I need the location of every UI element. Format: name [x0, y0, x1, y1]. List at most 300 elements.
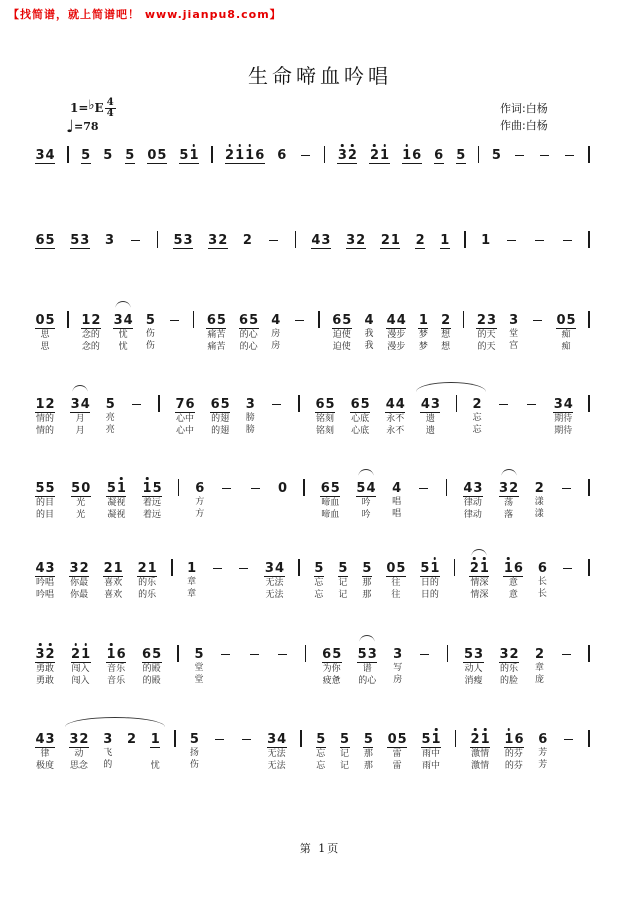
barline — [324, 146, 326, 163]
dash-note — [417, 479, 430, 520]
lyric-row2: 遗 — [425, 426, 435, 436]
credits — [500, 100, 548, 134]
lyric-row2: 房 — [271, 341, 281, 351]
lyric-row2: 雨中 — [421, 761, 440, 771]
lyric-row2: 忘 — [472, 425, 482, 435]
lyric-row1: 想 — [441, 330, 451, 340]
barline — [447, 645, 449, 662]
lyric-row1: 心底 — [351, 414, 370, 424]
lyric-row1: 的天 — [477, 330, 496, 340]
lyric-row1: 扬 — [189, 748, 199, 758]
lyric-row1: 方 — [195, 497, 205, 507]
lyric-row2: 我 — [364, 341, 374, 351]
lyric-row2: 的脸 — [500, 676, 519, 686]
dash-note — [211, 559, 224, 600]
note: 2 — [415, 233, 425, 248]
note: 4 房 房 — [271, 313, 281, 351]
note: 3 2 的乐 的脸 — [499, 647, 519, 686]
note: 3 4 — [35, 148, 55, 163]
lyric-row2: 闯入 — [71, 676, 90, 686]
barline — [67, 146, 69, 163]
lyric-row1: 期待 — [554, 414, 573, 424]
lyric-row1: 章 — [187, 577, 197, 587]
note: 3 4 无法 无法 — [267, 732, 287, 771]
barline — [193, 311, 195, 328]
note: 3 飞 的 — [103, 732, 113, 770]
dash-note — [240, 730, 253, 771]
lyric-row1: 动 — [74, 749, 84, 759]
lyric-row1: 房 — [271, 329, 281, 339]
lyric-row1: 勇敢 — [36, 664, 55, 674]
barline — [446, 479, 448, 496]
lyric-row1: 芳 — [538, 748, 548, 758]
lyric-row1: 记 — [340, 749, 350, 759]
lyric-row1: 忘 — [314, 578, 324, 588]
note: 6 — [434, 148, 444, 163]
note: 0 5 痴 痴 — [556, 313, 576, 352]
lyric-row2: 激情 — [471, 761, 490, 771]
lyric-row1: 音乐 — [107, 664, 126, 674]
note: 5 记 记 — [338, 561, 348, 600]
note: 3 4 月 月 — [70, 395, 90, 437]
note: 5 4 吟 吟 — [356, 479, 376, 521]
note: 3 2 — [346, 233, 366, 248]
dash-note — [533, 231, 546, 248]
note: 5 1 凝视 凝视 — [106, 481, 126, 520]
note: 5 记 记 — [340, 732, 350, 771]
lyric-row2: 的目 — [36, 510, 55, 520]
lyric-row1: 记 — [338, 578, 348, 588]
note: 3 2 你最 你最 — [69, 561, 89, 600]
lyric-row2: 想 — [441, 342, 451, 352]
lyric-row1: 堂 — [194, 663, 204, 673]
note: 2 1 — [369, 148, 390, 163]
barline — [67, 311, 69, 328]
lyric-row1: 那 — [362, 578, 372, 588]
lyric-row2: 心底 — [351, 426, 370, 436]
lyric-row2: 落 — [504, 510, 514, 520]
lyric-row2: 啼血 — [321, 510, 340, 520]
lyric-row1: 你最 — [70, 578, 89, 588]
score-line — [35, 730, 590, 772]
note: 3 — [104, 233, 115, 248]
lyric-row2: 堂 — [194, 675, 204, 685]
lyric-row2: 那 — [363, 761, 373, 771]
score-line — [35, 645, 590, 687]
note: 1 — [440, 233, 450, 248]
lyric-row2: 的心 — [239, 342, 258, 352]
lyric-row2: 那 — [362, 590, 372, 600]
note: 2 章 庞 — [535, 647, 545, 685]
lyric-row2: 迫使 — [332, 342, 351, 352]
lyric-row2: 勇敢 — [36, 676, 55, 686]
lyric-row1: 吟唱 — [36, 578, 55, 588]
lyric-row1: 闯入 — [71, 664, 90, 674]
slur-icon — [358, 469, 373, 476]
lyric-row2: 的天 — [477, 342, 496, 352]
slur-icon — [116, 301, 131, 308]
note: 0 5 — [147, 148, 167, 163]
dash-note — [418, 645, 431, 686]
lyric-row2: 永不 — [386, 426, 405, 436]
lyric-row1: 忘 — [316, 749, 326, 759]
lyric-row2: 音乐 — [107, 676, 126, 686]
dash-note — [561, 231, 574, 248]
note: 4 3 遗 遗 — [420, 395, 440, 437]
dash-note — [505, 231, 518, 248]
lyric-row1: 啼血 — [321, 498, 340, 508]
note: 6 5 的殿 的殿 — [142, 647, 162, 686]
barline — [318, 311, 320, 328]
barline — [157, 231, 159, 248]
dash-note — [213, 730, 226, 771]
note: 4 4 漫步 漫步 — [386, 313, 406, 352]
lyric-row2: 无法 — [265, 590, 284, 600]
lyric-row2: 亮 — [105, 425, 115, 435]
note: 6 — [277, 148, 287, 163]
note: 1 梦 梦 — [418, 313, 428, 352]
slur-icon — [416, 382, 486, 392]
dash-note — [130, 395, 143, 436]
lyric-row1: 漾 — [534, 497, 544, 507]
lyric-row1: 无法 — [265, 578, 284, 588]
lyric-row1: 的芬 — [504, 749, 523, 759]
note: 6 5 的翅 的翅 — [210, 397, 230, 436]
barline — [588, 559, 590, 576]
time-top: 4 — [106, 97, 114, 108]
note: 2 1 情深 情深 — [469, 559, 489, 601]
note: 5 1 日的 日的 — [420, 561, 440, 600]
note: 1 6 的芬 的芬 — [504, 732, 524, 771]
dash-note — [525, 395, 538, 436]
lyric-row1: 写 — [393, 663, 403, 673]
note: 3 2 荡 落 — [499, 479, 519, 521]
slur-icon — [65, 717, 165, 727]
dash-note — [220, 479, 233, 520]
lyric-row1: 伤 — [145, 329, 155, 339]
note: 4 我 我 — [364, 313, 374, 351]
note: 3 2 — [337, 148, 357, 163]
barline — [305, 645, 307, 662]
note: 3 2 勇敢 勇敢 — [35, 647, 55, 686]
note: 2 — [126, 732, 137, 747]
dash-note — [168, 311, 181, 352]
score-line — [35, 395, 590, 437]
barline — [455, 730, 457, 747]
barline — [295, 231, 297, 248]
lyric-row2: 你最 — [70, 590, 89, 600]
lyric-row1: 忧 — [118, 330, 128, 340]
note: 3 2 动 思念 — [69, 730, 89, 772]
lyric-row1: 的翅 — [211, 414, 230, 424]
lyric-row2: 漾 — [534, 509, 544, 519]
note: 2 1 喜欢 喜欢 — [103, 561, 123, 600]
lyric-row1: 那 — [363, 749, 373, 759]
lyric-row2: 的翅 — [211, 426, 230, 436]
dash-note — [293, 311, 306, 352]
lyric-row1: 念的 — [81, 330, 100, 340]
lyric-row1: 梦 — [418, 330, 428, 340]
note: 7 6 心中 心中 — [175, 397, 195, 436]
note: 1 2 情的 情的 — [35, 397, 55, 436]
note: 5 忘 忘 — [314, 561, 324, 600]
note: 6 芳 芳 — [538, 732, 548, 770]
barline — [588, 730, 590, 747]
barline — [478, 146, 480, 163]
lyric-row2: 喜欢 — [104, 590, 123, 600]
note: 2 忘 忘 — [472, 397, 482, 435]
dash-note — [237, 559, 250, 600]
lyric-row1: 荡 — [504, 498, 514, 508]
lyric-row1: 喜欢 — [104, 578, 123, 588]
lyric-row2: 往 — [391, 590, 401, 600]
lyric-row2: 唱 — [392, 509, 402, 519]
barline — [303, 479, 305, 496]
lyric-row2: 日的 — [420, 590, 439, 600]
lyric-row2: 长 — [537, 589, 547, 599]
dash-note — [249, 479, 262, 520]
lyric-row1: 心中 — [176, 414, 195, 424]
note: 5 5 的目 的目 — [35, 481, 55, 520]
lyric-row1: 迫使 — [332, 330, 351, 340]
note: 6 5 心底 心底 — [350, 397, 370, 436]
lyric-row2: 月 — [75, 426, 85, 436]
lyric-row2: 膀 — [245, 425, 255, 435]
note: 1 忧 — [150, 732, 160, 771]
note: 3 2 — [208, 233, 228, 248]
note: 5 1 雨中 雨中 — [421, 732, 441, 771]
lyric-row2: 铭刻 — [315, 426, 334, 436]
note: 1 2 念的 念的 — [81, 313, 101, 352]
lyric-row2: 意 — [508, 590, 518, 600]
dash-note — [562, 730, 575, 771]
score-line — [35, 231, 590, 249]
tempo-marking — [66, 115, 99, 135]
note: 2 1 闯入 闯入 — [71, 647, 91, 686]
barline — [171, 559, 173, 576]
note: 5 0 光 光 — [71, 481, 91, 520]
note: 1 6 — [402, 148, 422, 163]
note: 4 唱 唱 — [392, 481, 402, 519]
score-line — [35, 559, 590, 601]
lyric-row2: 伤 — [145, 341, 155, 351]
site-banner: 【找简谱，就上简谱吧！ www.jianpu8.com】 — [8, 8, 282, 21]
note: 5 — [491, 148, 501, 163]
barline — [588, 479, 590, 496]
barline — [174, 730, 176, 747]
lyric-row1: 律动 — [463, 498, 482, 508]
note: 6 5 迫使 迫使 — [332, 313, 352, 352]
slur-icon — [501, 469, 516, 476]
note: 4 3 律 极度 — [35, 732, 55, 771]
note: 3 堂 宫 — [509, 313, 519, 351]
composer: 作曲:白杨 — [500, 119, 548, 132]
lyric-row2: 心中 — [176, 426, 195, 436]
lyric-row2: 的乐 — [138, 590, 157, 600]
quarter-note-icon: ♩ — [66, 117, 75, 137]
barline — [588, 311, 590, 328]
dash-note — [248, 645, 261, 686]
page-number: 第 1页 — [299, 842, 341, 855]
lyric-row2: 记 — [340, 761, 350, 771]
note: 1 章 章 — [187, 561, 197, 599]
score-line — [35, 479, 590, 521]
lyric-row1: 的心 — [239, 330, 258, 340]
dash-note — [299, 146, 312, 163]
lyric-row1: 无法 — [267, 749, 286, 759]
dash-note — [129, 231, 142, 248]
note: 6 方 方 — [195, 481, 205, 519]
lyric-row2: 凝视 — [107, 510, 126, 520]
note: 4 4 永不 永不 — [385, 397, 405, 436]
note: 6 5 为你 疲惫 — [322, 647, 342, 686]
note: 3 膀 膀 — [245, 397, 255, 435]
barline — [454, 559, 456, 576]
dash-note — [538, 146, 551, 163]
note: 6 5 铭刻 铭刻 — [315, 397, 335, 436]
lyric-row2: 着远 — [143, 510, 162, 520]
lyric-row1: 往 — [391, 578, 401, 588]
key-label: 1= — [70, 101, 89, 115]
note: 2 想 想 — [441, 313, 451, 352]
note: 6 长 长 — [537, 561, 547, 599]
note: 5 扬 伤 — [189, 732, 199, 770]
note: 5 — [456, 148, 466, 163]
lyric-row2: 情深 — [470, 590, 489, 600]
lyric-row1: 的乐 — [500, 664, 519, 674]
lyric-row1: 吟 — [361, 498, 371, 508]
note: 5 3 动人 消瘦 — [463, 647, 484, 686]
lyric-row1: 铭刻 — [315, 414, 334, 424]
lyric-row1: 痴 — [561, 330, 571, 340]
lyric-row1: 激情 — [471, 749, 490, 759]
lyric-row2: 章 — [187, 589, 197, 599]
note: 5 那 那 — [362, 561, 372, 600]
dash-note — [560, 645, 573, 686]
slur-icon — [472, 549, 487, 556]
lyric-row1: 思 — [40, 330, 50, 340]
lyric-row1: 飞 — [103, 748, 113, 758]
lyric-row1: 光 — [76, 498, 86, 508]
note: 5 — [125, 148, 135, 163]
barline — [177, 645, 179, 662]
note: 5 — [103, 148, 113, 163]
barline — [298, 395, 300, 412]
note: 3 4 无法 无法 — [264, 561, 285, 600]
lyric-row1: 动人 — [464, 664, 483, 674]
lyric-row1: 唱 — [392, 497, 402, 507]
lyric-row1: 月 — [75, 414, 85, 424]
dash-note — [276, 645, 289, 686]
lyric-row2: 伤 — [189, 760, 199, 770]
lyric-row2: 庞 — [535, 675, 545, 685]
lyric-row2: 芳 — [538, 760, 548, 770]
note: 5 忘 忘 — [316, 732, 326, 771]
lyric-row2: 雷 — [392, 761, 402, 771]
barline — [588, 395, 590, 412]
barline — [298, 559, 300, 576]
note: 4 3 律动 律动 — [463, 481, 483, 520]
note: 4 3 吟唱 吟唱 — [35, 561, 55, 600]
lyric-row2: 房 — [393, 675, 403, 685]
note: 5 1 — [179, 148, 199, 163]
lyric-row1: 情的 — [36, 414, 55, 424]
note: 2 1 1 6 — [225, 148, 265, 163]
note: 5 3 — [70, 233, 90, 248]
dash-note — [560, 479, 573, 520]
lyric-row2: 情的 — [36, 426, 55, 436]
time-signature — [105, 98, 116, 119]
lyric-row2: 的 — [103, 760, 113, 770]
lyric-row2: 痛苦 — [207, 342, 226, 352]
lyric-row2: 吟唱 — [36, 590, 55, 600]
lyric-row1: 忘 — [472, 413, 482, 423]
slur-icon — [73, 385, 88, 392]
note: 4 3 — [311, 233, 331, 248]
dash-note — [219, 645, 232, 686]
barline — [463, 311, 465, 328]
barline — [464, 231, 466, 248]
lyric-row2: 的心 — [358, 676, 377, 686]
lyric-row2: 忧 — [150, 761, 160, 771]
lyric-row2: 记 — [338, 590, 348, 600]
note: 2 3 的天 的天 — [476, 313, 497, 352]
dash-note — [561, 559, 574, 600]
note: 5 堂 堂 — [194, 647, 204, 685]
barline — [456, 395, 458, 412]
lyric-row2: 律动 — [463, 510, 482, 520]
lyric-row1: 章 — [535, 663, 545, 673]
lyric-row2: 消瘦 — [464, 676, 483, 686]
lyric-row2: 宫 — [509, 341, 519, 351]
barline — [588, 231, 590, 248]
lyric-row2: 期待 — [554, 426, 573, 436]
lyric-row2: 的芬 — [504, 761, 523, 771]
lyric-row1: 情深 — [470, 578, 489, 588]
note: 2 — [242, 233, 252, 248]
tempo-value: =78 — [74, 120, 99, 133]
lyric-row2: 忘 — [316, 761, 326, 771]
note: 5 3 — [173, 233, 193, 248]
note: 5 伤 伤 — [145, 313, 155, 351]
lyricist: 作词:白杨 — [500, 102, 548, 115]
lyric-row2: 方 — [195, 509, 205, 519]
note: 6 5 啼血 啼血 — [320, 481, 340, 520]
lyric-row1: 谱 — [362, 664, 372, 674]
note: 5 — [81, 148, 91, 163]
dash-note — [513, 146, 526, 163]
note: 1 6 音乐 音乐 — [106, 647, 126, 686]
note: 0 5 思 思 — [35, 313, 55, 352]
lyric-row2: 无法 — [267, 761, 286, 771]
barline — [158, 395, 160, 412]
lyric-row1: 雨中 — [421, 749, 440, 759]
lyric-row2: 忘 — [314, 590, 324, 600]
key-note: E — [94, 101, 104, 115]
note: 1 5 着远 着远 — [142, 481, 162, 520]
note: 5 那 那 — [363, 732, 373, 771]
note: 3 4 期待 期待 — [553, 397, 573, 436]
lyric-row2: 疲惫 — [322, 676, 341, 686]
dash-note — [270, 395, 283, 436]
lyric-row1: 永不 — [386, 414, 405, 424]
song-title: 生命啼血吟唱 — [248, 64, 392, 88]
time-bottom: 4 — [106, 108, 114, 119]
barline — [588, 645, 590, 662]
note: 2 1 — [380, 233, 400, 248]
note: 0 5 雷 雷 — [387, 732, 407, 771]
lyric-row1: 律 — [40, 749, 50, 759]
